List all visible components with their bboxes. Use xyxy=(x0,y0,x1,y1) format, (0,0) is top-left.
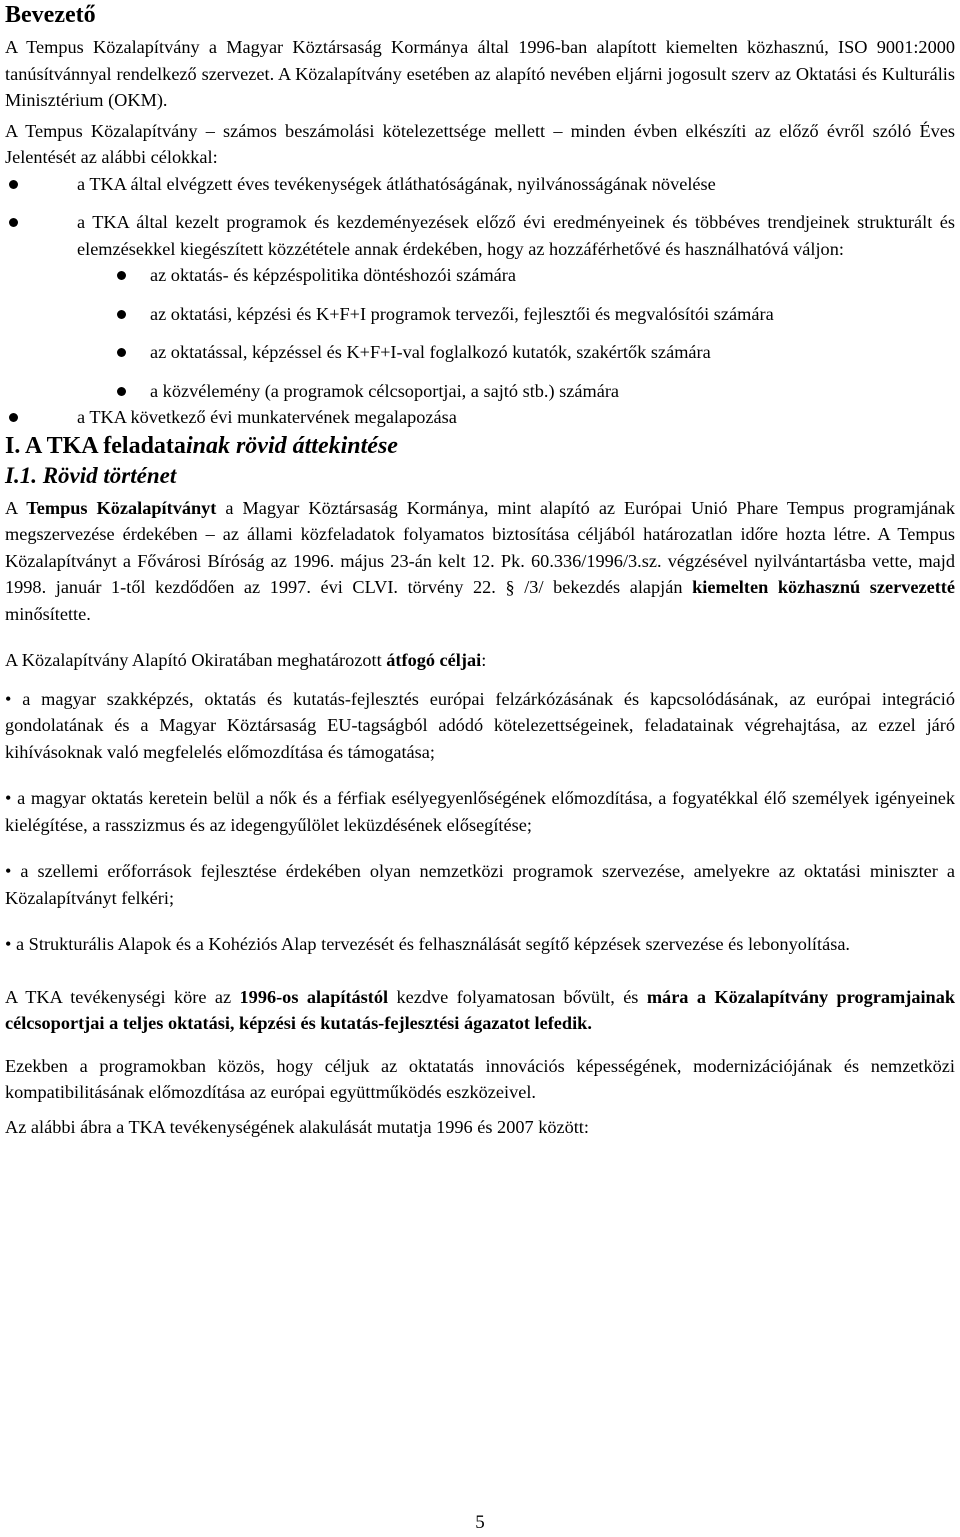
figure-intro: Az alábbi ábra a TKA tevékenységének alakulását mutatja 1996 és 2007 között: xyxy=(5,1116,589,1137)
list-item: a TKA által kezelt programok és kezdeményezések előző évi eredményeinek és többéves trendjeinek strukturált és elemzésekkel kiegészített közzététele annak érdekében, hogy az hozzáférhetővé és használhatóvá váljon: xyxy=(5,209,955,262)
audience-list xyxy=(5,262,955,404)
bullet-icon xyxy=(117,310,126,319)
goals-list xyxy=(5,171,955,263)
page-heading: Bevezető xyxy=(5,2,96,28)
goals-intro: A Közalapítvány Alapító Okiratában meghatározott átfogó céljai: xyxy=(5,650,487,670)
goal-paragraph: • a Strukturális Alapok és a Kohéziós Alap tervezését és felhasználását segítő képzések szervezése és lebonyolítása. xyxy=(5,934,850,954)
intro-paragraph-2: A Tempus Közalapítvány – számos beszámolási kötelezettsége mellett – minden évben elkészíti az előző évről szóló Éves Jelentését az alábbi célokkal: xyxy=(5,120,955,167)
goal-paragraph: • a magyar oktatás keretein belül a nők és a férfiak esélyegyenlőségének előmozdítása, a fogyatékkal élő személyek igényeinek kielégítése, a rasszizmus és az idegengyűlölet leküzdésének elősegítése; xyxy=(5,788,955,835)
history-paragraph: A Tempus Közalapítványt a Magyar Köztársaság Kormánya, mint alapító az Európai Unió Phare Tempus programjának megszervezése érdekében – az állami közfeladatok folyamatos biztosítása céljából határozatlan időre hozta létre. A Tempus Közalapítványt a Fővárosi Bíróság az 1996. május 23-án kelt 12. Pk. 60.336/1996/3.sz. végzésével nyilvántartásba vette, majd 1998. január 1-től kezdődően az 1997. évi CLVI. törvény 22. § /3/ bekezdés alapján kiemelten közhasznú szervezetté minősítette. xyxy=(5,497,955,624)
intro-paragraph-1: A Tempus Közalapítvány a Magyar Köztársaság Kormánya által 1996-ban alapított kiemelten közhasznú, ISO 9001:2000 tanúsítvánnyal rendelkező szervezet. A Közalapítvány esetében az alapító nevében eljárni jogosult szerv az Oktatási és Kulturális Minisztérium (OKM). xyxy=(5,37,955,110)
bullet-icon xyxy=(9,180,18,189)
scope-paragraph: A TKA tevékenységi köre az 1996-os alapítástól kezdve folyamatosan bővült, és mára a Közalapítvány programjainak célcsoportjai a teljes oktatási, képzési és kutatás-fejlesztési ágazatot lefedik. xyxy=(5,986,956,1033)
page-number: 5 xyxy=(475,1512,485,1533)
bullet-icon xyxy=(117,348,126,357)
bullet-icon xyxy=(9,413,18,422)
bullet-icon xyxy=(117,387,126,396)
list-item: az oktatás- és képzéspolitika döntéshozói számára xyxy=(5,262,955,289)
programs-paragraph: Ezekben a programokban közös, hogy céljuk az oktatatás innovációs képességének, modernizációjának és nemzetközi kompatibilitásának előmozdítása az európai együttműködés eszközeivel. xyxy=(5,1055,955,1102)
list-item: az oktatással, képzéssel és K+F+I-val foglalkozó kutatók, szakértők számára xyxy=(5,339,955,366)
list-item: az oktatási, képzési és K+F+I programok tervezői, fejlesztői és megvalósítói számára xyxy=(5,301,955,328)
section-title: I. A TKA feladatainak rövid áttekintése xyxy=(5,432,398,459)
goals-list-continued xyxy=(5,404,955,431)
list-item: a TKA által elvégzett éves tevékenységek átláthatóságának, nyilvánosságának növelése xyxy=(5,171,955,198)
list-item: a TKA következő évi munkatervének megalapozása xyxy=(5,404,955,431)
list-item: a közvélemény (a programok célcsoportjai, a sajtó stb.) számára xyxy=(5,378,955,405)
goal-paragraph: • a magyar szakképzés, oktatás és kutatás-fejlesztés európai felzárkózásának és kapcsolódásának, az európai integráció gondolatának és a Magyar Köztársaság EU-tagságból adódó kötelezettségeinek, feladatainak végrehajtása, az ezzel járó kihívásoknak való megfelelés előmozdítása és támogatása; xyxy=(5,688,955,762)
subsection-title: I.1. Rövid történet xyxy=(5,462,177,488)
goal-paragraph: • a szellemi erőforrások fejlesztése érdekében olyan nemzetközi programok szervezése, amelyekre az oktatási miniszter a Közalapítványt felkéri; xyxy=(5,861,955,908)
bullet-icon xyxy=(117,271,126,280)
bullet-icon xyxy=(9,218,18,227)
